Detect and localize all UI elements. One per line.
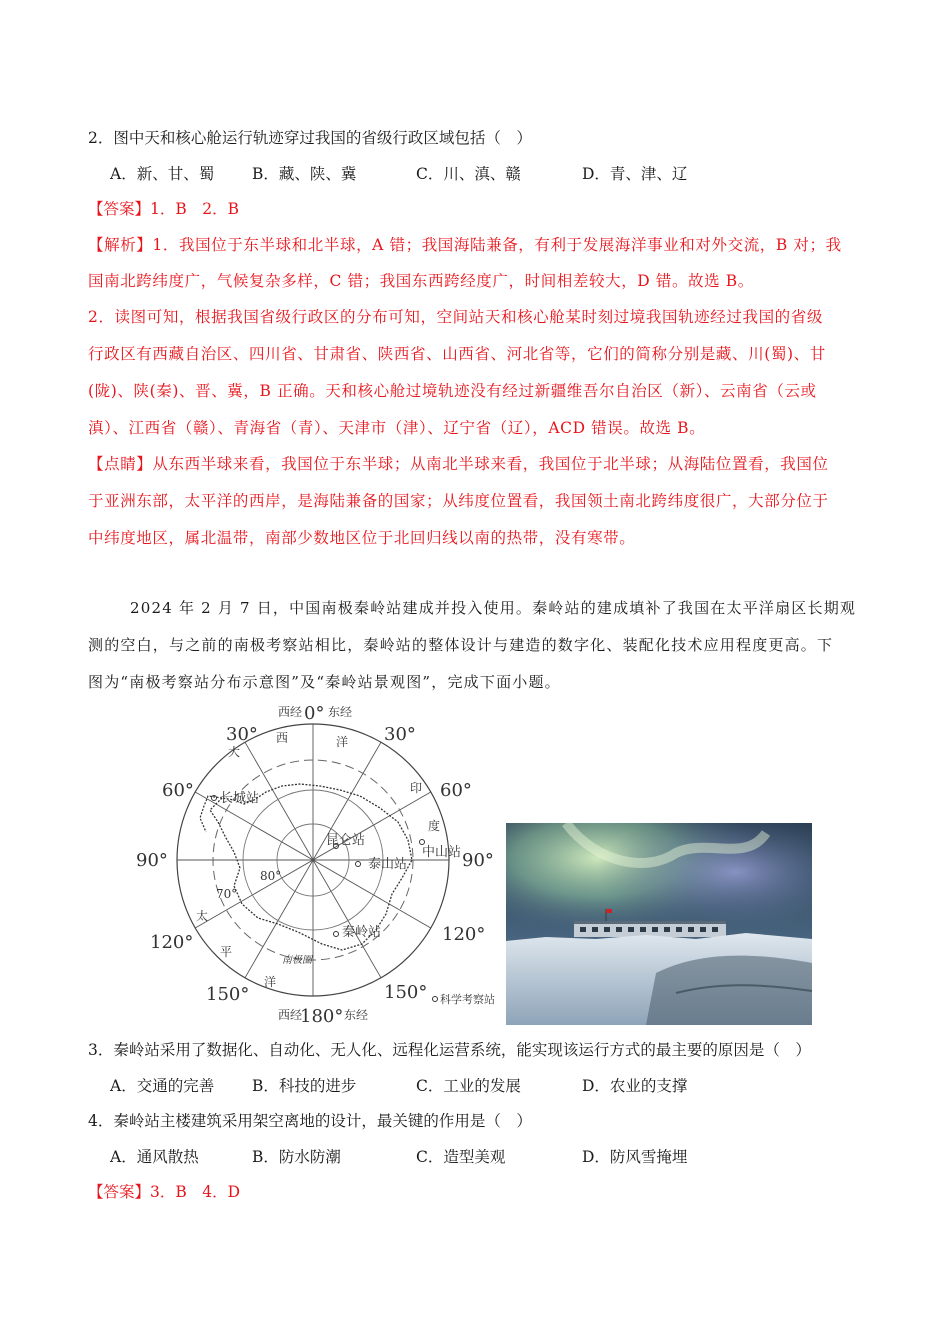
taishan-marker	[356, 862, 361, 867]
q3-option-b: B．科技的进步	[252, 1077, 357, 1095]
map-deg120-left: 120°	[150, 932, 194, 953]
pointer-line-3: 中纬度地区，属北温带，南部少数地区位于北回归线以南的热带，没有寒带。	[88, 529, 636, 547]
station-taishan: 泰山站	[368, 857, 408, 872]
map-deg60-left: 60°	[162, 780, 194, 801]
map-deg150-right: 150°	[384, 982, 428, 1003]
station-qinling: 秦岭站	[342, 925, 382, 940]
zhongshan-marker	[420, 840, 425, 845]
answer-text: 1．B 2．B	[150, 200, 240, 218]
pointer-tag: 【点睛】	[88, 455, 153, 473]
answer-block-2	[88, 1181, 240, 1203]
analysis-tag: 【解析】	[88, 236, 153, 254]
changcheng-marker	[212, 796, 217, 801]
map-deg90-left: 90°	[136, 850, 168, 871]
map-lat80: 80°	[260, 869, 282, 883]
ocean-char-2: 西	[276, 731, 289, 745]
q4-stem: 4．秦岭站主楼建筑采用架空离地的设计，最关键的作用是（ ）	[88, 1112, 532, 1130]
map-deg120-right: 120°	[442, 924, 486, 945]
antarctic-circle-label: 南极圈	[282, 955, 312, 966]
intro-line-3: 图为“南极考察站分布示意图”及“秦岭站景观图”，完成下面小题。	[88, 673, 561, 691]
answer-text-2: 3．B 4．D	[150, 1183, 241, 1201]
ocean-char-6: 太	[196, 909, 209, 923]
qinling-marker	[334, 932, 339, 937]
pointer-line-2: 于亚洲东部，太平洋的西岸，是海陆兼备的国家；从纬度位置看，我国领土南北跨纬度很广，大部分位于	[88, 492, 829, 510]
qinling-station-photo	[506, 823, 812, 1025]
pointer-line-1	[88, 453, 868, 475]
analysis-line-4: 行政区有西藏自治区、四川省、甘肃省、陕西省、山西省、河北省等，它们的简称分别是藏、川(蜀)、甘	[88, 345, 826, 363]
station-zhongshan: 中山站	[422, 845, 462, 860]
analysis-text: 1．我国位于东半球和北半球，A 错；我国海陆兼备，有利于发展海洋事业和对外交流，B 对；我	[152, 236, 842, 254]
q2-option-d: D．青、津、辽	[582, 165, 688, 183]
answer-block-1	[88, 198, 239, 220]
ocean-char-5: 度	[428, 819, 441, 833]
ocean-char-8: 洋	[264, 975, 277, 989]
analysis-line-2: 国南北跨纬度广，气候复杂多样，C 错；我国东西跨经度广，时间相差较大，D 错。故选 B。	[88, 272, 754, 290]
flag	[606, 909, 612, 913]
map-bottom-180: 180°	[300, 1006, 344, 1024]
map-deg30-left: 30°	[226, 724, 258, 745]
analysis-line-3: 2．读图可知，根据我国省级行政区的分布可知，空间站天和核心舱某时刻过境我国轨迹经过我国的省级	[88, 308, 823, 326]
analysis-line-6: 滇）、江西省（赣）、青海省（青）、天津市（津）、辽宁省（辽），ACD 错误。故选 B。	[88, 419, 706, 437]
q3-option-a: A．交通的完善	[110, 1077, 215, 1095]
map-legend: 科学考察站	[440, 993, 495, 1006]
q3-option-d: D．农业的支撑	[582, 1077, 688, 1095]
pointer-text: 从东西半球来看，我国位于东半球；从南北半球来看，我国位于北半球；从海陆位置看，我国位	[152, 455, 829, 473]
map-deg60-right: 60°	[440, 780, 472, 801]
intro-line-2: 测的空白，与之前的南极考察站相比，秦岭站的整体设计与建造的数字化、装配化技术应用程度更高。下	[88, 636, 834, 654]
ocean-char-3: 洋	[336, 735, 349, 749]
answer-tag: 【答案】	[88, 200, 151, 218]
map-deg150-left: 150°	[206, 984, 250, 1005]
map-top-west: 西经	[278, 705, 303, 719]
q4-option-c: C．造型美观	[416, 1148, 506, 1166]
map-deg30-right: 30°	[384, 724, 416, 745]
q2-option-b: B．藏、陕、冀	[252, 165, 357, 183]
map-bottom-east: 东经	[344, 1008, 369, 1022]
q3-stem: 3．秦岭站采用了数据化、自动化、无人化、远程化运营系统，能实现该运行方式的最主要的原因是（ ）	[88, 1041, 811, 1059]
ocean-char-7: 平	[220, 945, 233, 959]
analysis-line-5: (陇)、陕(秦)、晋、冀，B 正确。天和核心舱过境轨迹没有经过新疆维吾尔自治区（新）、云南省（云或	[88, 382, 817, 400]
q3-option-c: C．工业的发展	[416, 1077, 521, 1095]
map-top-east: 东经	[328, 705, 353, 719]
map-meridians	[177, 724, 449, 996]
analysis-line-1	[88, 234, 868, 256]
q4-option-a: A．通风散热	[110, 1148, 199, 1166]
antarctic-station-map	[130, 700, 510, 1024]
q4-option-b: B．防水防潮	[252, 1148, 341, 1166]
q2-option-c: C．川、滇、赣	[416, 165, 521, 183]
q4-option-d: D．防风雪掩埋	[582, 1148, 688, 1166]
ocean-char-4: 印	[410, 781, 423, 795]
answer-tag-2: 【答案】	[88, 1183, 151, 1201]
map-bottom-west: 西经	[278, 1008, 303, 1022]
map-lat70: 70°	[216, 887, 238, 901]
intro-line-1: 2024 年 2 月 7 日，中国南极秦岭站建成并投入使用。秦岭站的建成填补了我国在太平洋扇区长期观	[130, 599, 857, 617]
ocean-char-1: 大	[228, 745, 241, 759]
station-kunlun: 昆仑站	[326, 833, 366, 848]
station-changcheng: 长城站	[220, 791, 260, 806]
map-top-zero: 0°	[304, 703, 325, 724]
q2-option-a: A．新、甘、蜀	[110, 165, 215, 183]
q2-stem: 2．图中天和核心舱运行轨迹穿过我国的省级行政区域包括（ ）	[88, 129, 532, 147]
legend-marker	[433, 997, 438, 1002]
map-deg90-right: 90°	[462, 850, 494, 871]
